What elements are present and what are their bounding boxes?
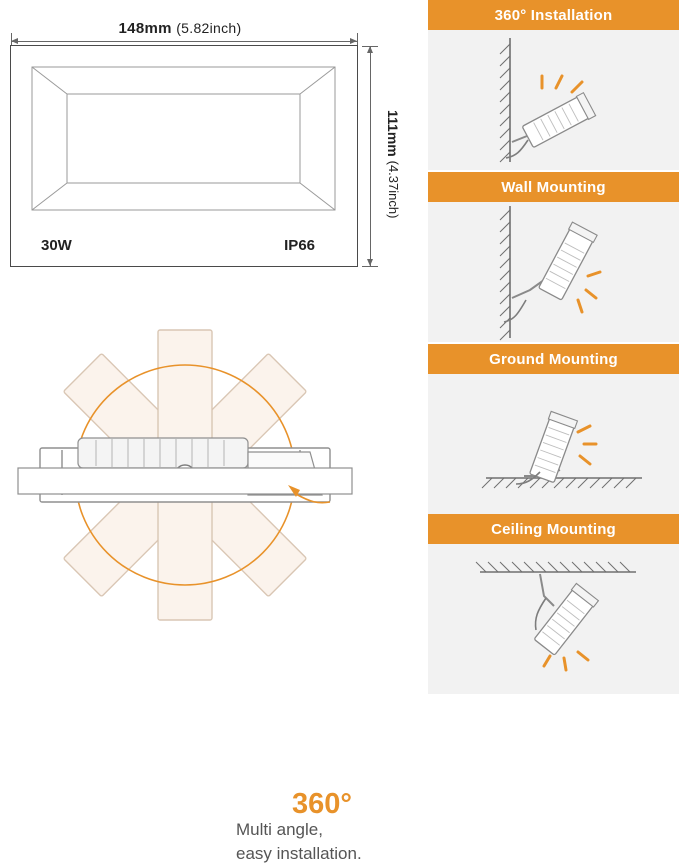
wattage-label: 30W [41,237,72,254]
fixture-outline-svg [11,46,356,265]
mounting-options-column [428,0,679,690]
rotation-caption [236,818,362,866]
mount-card-title: Ceiling Mounting [428,514,679,544]
width-dim-line [11,41,357,42]
rotation-caption-line1: Multi angle, [236,820,323,839]
flood-light-ceiling-icon [428,544,679,694]
width-arrow-left-icon [11,38,18,44]
mount-card-title: 360° Installation [428,0,679,30]
mount-card-illustration [428,30,679,170]
width-arrow-right-icon [350,38,357,44]
width-mm-value: 148mm [118,20,172,37]
mount-card-title: Wall Mounting [428,172,679,202]
rotation-panel [0,290,420,863]
height-inch-value: (4.37inch) [386,160,401,219]
ip-rating-label: IP66 [284,237,315,254]
height-arrow-up-icon [367,46,373,53]
width-inch-value: (5.82inch) [176,20,242,36]
rotation-caption-line2: easy installation. [236,844,362,863]
height-dimension-label [381,110,401,218]
flood-light-ground-icon [428,374,679,514]
mount-card-illustration [428,544,679,694]
rotation-diagram-svg [0,290,420,690]
flood-light-wall-angled-icon [428,30,679,170]
mount-card-wall-mounting [428,172,679,342]
width-dimension-label [55,20,305,37]
mount-card-illustration [428,202,679,342]
flood-light-wall-icon [428,202,679,342]
rotation-degrees-label: 360° [292,788,352,820]
flood-light-front-view [10,45,358,267]
height-mm-value: 111mm [385,110,401,157]
mount-card-ground-mounting [428,344,679,514]
mount-card-illustration [428,374,679,514]
mount-card-title: Ground Mounting [428,344,679,374]
mount-card-ceiling-mounting [428,514,679,694]
flood-light-side-view [18,438,352,502]
mount-card-360-installation [428,0,679,170]
height-dim-line [370,46,371,266]
height-dim-tick-bottom [362,266,378,267]
dimension-panel [0,0,420,290]
height-arrow-down-icon [367,259,373,266]
